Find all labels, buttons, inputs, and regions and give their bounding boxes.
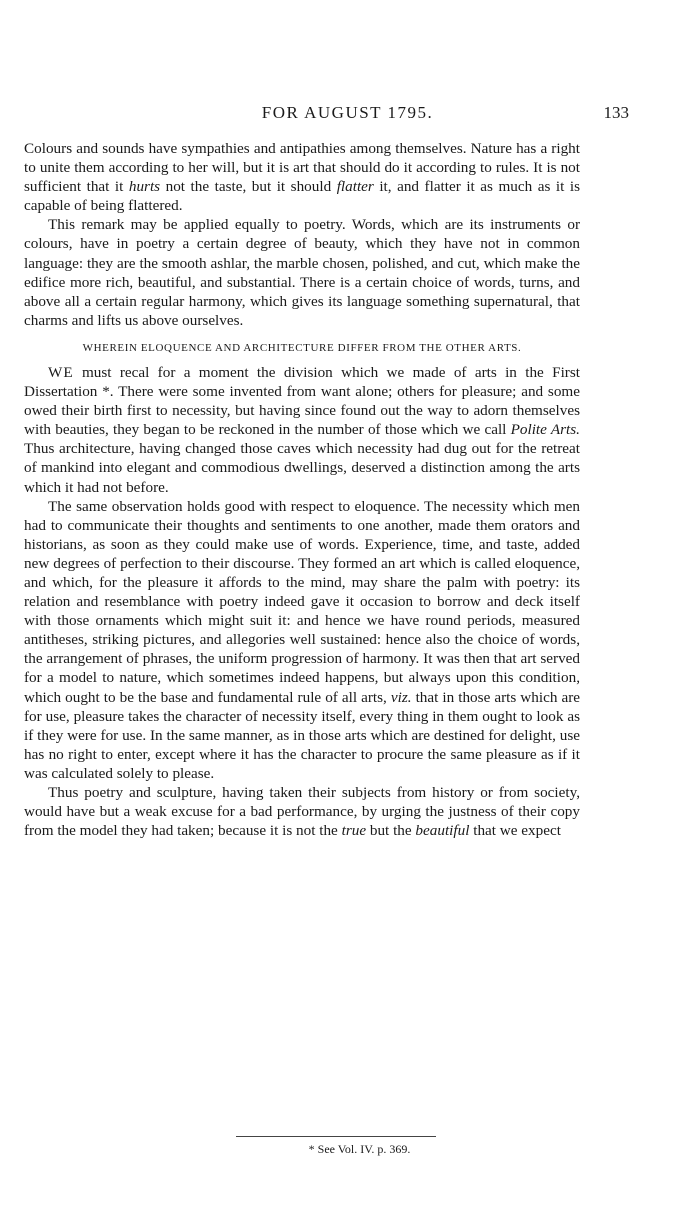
page-number: 133 <box>603 103 629 122</box>
text-run: that in those arts which are for use, pleasure takes the character of necessity itself, every thing in them ought to look as if they were for use. In the same manner, as in those arts which are destined for delight, use has no right to enter, except where it has the character to procure the same pleasure as if it was calculated solely to please. <box>24 688 581 782</box>
footnote: * See Vol. IV. p. 369. <box>308 1142 411 1156</box>
paragraph-5 <box>24 783 580 840</box>
text-run: that we expect <box>469 822 561 840</box>
text-run: This remark may be applied equally to poetry. Words, which are its instruments or colours, have in poetry a certain degree of beauty, which they have not in common language: they are the smooth ashlar, the marble chosen, polished, and cut, which make the edifice more rich, beautiful, and substantial. There is a certain choice of words, turns, and above all a certain regular harmony, which gives its language something supernatural, that charms and lifts us above ourselves. <box>24 216 580 329</box>
italic-run: beautiful <box>415 822 470 840</box>
text-run: Colours and sounds have sympathies and antipathies among themselves. Nature has a right to unite them according to her will, but it is art that should do it according to rules. It is not sufficient that it <box>24 140 580 196</box>
paragraph-3 <box>24 363 580 497</box>
text-run: Thus architecture, having changed those caves which necessity had dug out for the retreat of mankind into elegant and commodious dwellings, deserved a distinction among the arts which it had not before. <box>24 440 580 496</box>
text-run: but the <box>366 822 416 840</box>
text-run: Thus poetry and sculpture, having taken their subjects from history or from society, would have but a weak excuse for a bad performance, by urging the justness of their copy from the model they had taken; because it is not the <box>24 784 580 840</box>
italic-run: true <box>341 822 367 840</box>
paragraph-4 <box>24 497 580 783</box>
text-run: The same observation holds good with respect to eloquence. The necessity which men had to communicate their thoughts and sentiments to one another, made them orators and historians, as soon as they could make use of words. Experience, time, and taste, added new degrees of perfection to their discourse. They formed an art which is called eloquence, and which, for the pleasure it affords to the mind, may share the palm with poetry: its relation and resemblance with poetry indeed gave it occasion to borrow and deck itself with those ornaments which might suit it: and hence we have round periods, measured antitheses, striking pictures, and allegories well sustained: hence also the choice of words, the arrangement of phrases, the uniform progression of harmony. It was then that art served for a model to nature, which sometimes indeed happens, but always upon this condition, which ought to be the base and fundamental rule of all arts, <box>24 497 580 706</box>
paragraph-1 <box>24 139 580 215</box>
running-title: FOR AUGUST 1795. <box>261 103 434 122</box>
footnote-rule <box>236 1136 436 1137</box>
page-header <box>0 103 695 127</box>
section-heading: WHEREIN ELOQUENCE AND ARCHITECTURE DIFFER FROM THE OTHER ARTS. <box>82 341 522 354</box>
text-run: not the taste, but it should <box>160 178 337 196</box>
body-text <box>24 139 580 840</box>
italic-run: Polite Arts. <box>510 421 580 439</box>
opening-capitals: WE <box>48 363 74 381</box>
paragraph-2 <box>24 215 580 330</box>
text-run: it, and flatter it as much as it is capable of being flattered. <box>24 178 580 215</box>
text-run: must recal for a moment the division which we made of arts in the First Dissertation *. There were some invented from want alone; others for pleasure; and some owed their birth first to necessity, but having since found out the way to adorn themselves with beauties, they began to be reckoned in the number of those which we call <box>24 363 580 439</box>
italic-run: hurts <box>128 178 161 196</box>
italic-run: viz. <box>390 688 412 706</box>
italic-run: flatter <box>336 178 374 196</box>
